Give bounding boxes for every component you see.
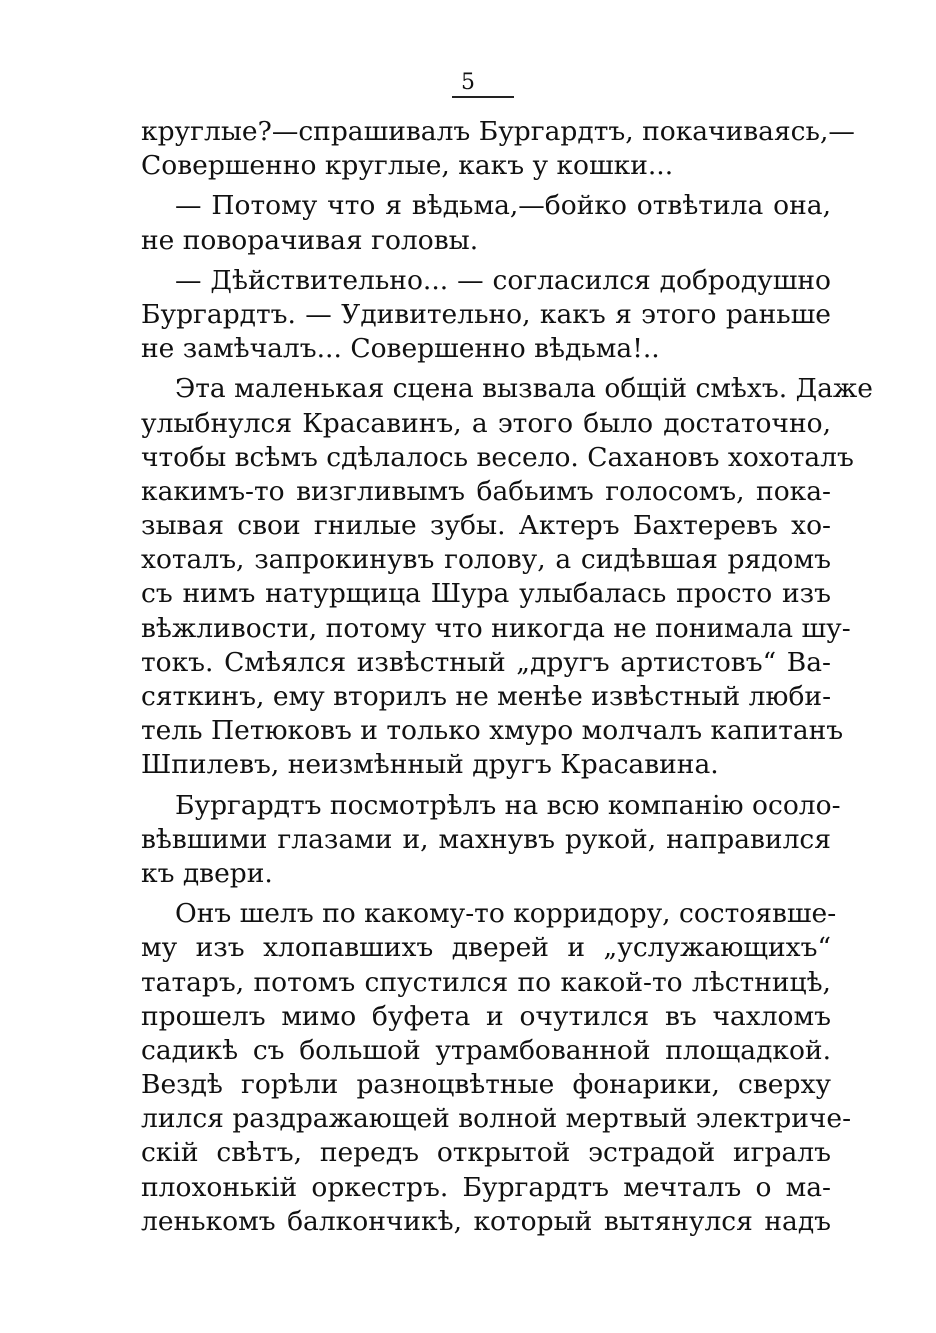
- text-line: плохонькій оркестръ. Бургардтъ мечталъ о ма-: [141, 1171, 831, 1203]
- page-number-rule: [452, 96, 514, 98]
- page-number: 5: [461, 70, 475, 95]
- text-line: садикѣ съ большой утрамбованной площадкой.: [141, 1034, 831, 1066]
- text-line: хоталъ, запрокинувъ голову, а сидѣвшая рядомъ: [141, 544, 831, 576]
- text-line: Бургардтъ. — Удивительно, какъ я этого раньше: [141, 298, 831, 330]
- text-line: вѣвшими глазами и, махнувъ рукой, направился: [141, 823, 831, 855]
- text-line: улыбнулся Красавинъ, а этого было достаточно,: [141, 407, 831, 439]
- text-line: зывая свои гнилые зубы. Актеръ Бахтеревъ хо-: [141, 510, 831, 542]
- text-line: чтобы всѣмъ сдѣлалось весело. Сахановъ хохоталъ: [141, 441, 854, 473]
- body-text: [141, 115, 873, 1239]
- text-line: не поворачивая головы.: [141, 224, 479, 256]
- text-line: — Дѣйствительно... — согласился добродушно: [175, 264, 831, 296]
- text-line: прошелъ мимо буфета и очутился въ чахломъ: [141, 1000, 831, 1032]
- text-line: съ нимъ натурщица Шура улыбалась просто изъ: [141, 578, 831, 610]
- text-line: тель Петюковъ и только хмуро молчалъ капитанъ: [141, 715, 844, 747]
- text-line: Вездѣ горѣли разноцвѣтные фонарики, сверху: [141, 1069, 831, 1101]
- text-line: Бургардтъ посмотрѣлъ на всю компанію осоло-: [175, 789, 841, 821]
- text-line: татаръ, потомъ спустился по какой-то лѣстницѣ,: [141, 966, 831, 998]
- text-line: Совершенно круглые, какъ у кошки...: [141, 150, 674, 182]
- text-line: Онъ шелъ по какому-то корридору, состоявше-: [175, 898, 837, 930]
- text-line: сяткинъ, ему вторилъ не менѣе извѣстный люби-: [141, 681, 832, 712]
- text-line: скій свѣтъ, передъ открытой эстрадой игралъ: [141, 1137, 831, 1169]
- text-line: — Потому что я вѣдьма,—бойко отвѣтила она,: [175, 190, 831, 222]
- text-line: му изъ хлопавшихъ дверей и „услужающихъ“: [141, 932, 831, 964]
- text-line: Шпилевъ, неизмѣнный другъ Красавина.: [141, 749, 719, 781]
- text-line: лился раздражающей волной мертвый электриче-: [141, 1103, 852, 1135]
- text-line: какимъ-то визгливымъ бабьимъ голосомъ, пока-: [141, 475, 831, 507]
- text-line: ленькомъ балкончикѣ, который вытянулся надъ: [141, 1205, 831, 1237]
- text-line: токъ. Смѣялся извѣстный „другъ артистовъ“ Ва-: [141, 646, 831, 678]
- text-line: Эта маленькая сцена вызвала общій смѣхъ. Даже: [175, 373, 873, 405]
- text-line: къ двери.: [141, 857, 273, 889]
- text-line: не замѣчалъ... Совершенно вѣдьма!..: [141, 333, 660, 365]
- text-line: круглые?—спрашивалъ Бургардтъ, покачиваясь,—: [141, 116, 855, 147]
- text-line: вѣжливости, потому что никогда не понимала шу-: [141, 612, 851, 644]
